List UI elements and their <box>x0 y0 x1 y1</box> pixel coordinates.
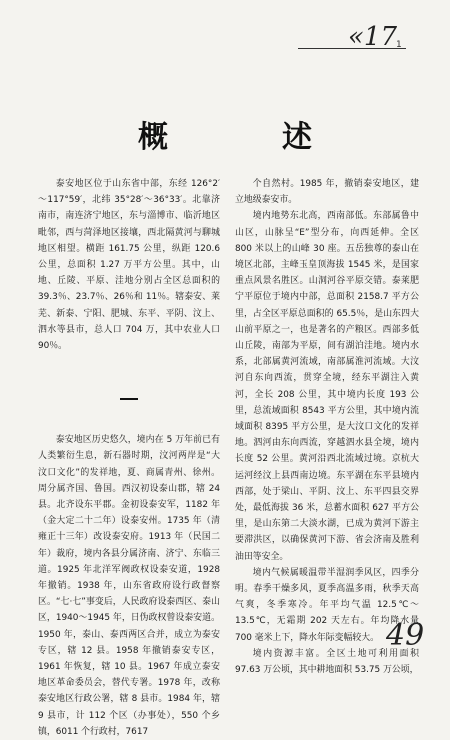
handwritten-mark: «17 <box>348 22 397 52</box>
history-paragraph: 泰安地区历史悠久，境内在 5 万年前已有人类繁衍生息，新石器时期，汶河两岸是“大汶口文化”的发祥地，夏、商属青州、徐州。周分属齐国、鲁国。西汉初设泰山郡，辖 24 县。北齐设东平郡。金初设泰安军，1182 年（金大定二十二年）设泰安州。1735 年（清雍正十三年）改设泰安府。1913 年（民国二年）裁府，境内各县分属济南、济宁、东临三道。1925 年北洋军阀政权设泰安道，1928 年撤销。1938 年，山东省政府设行政督察区。“七·七”事变后，人民政府设泰西区、泰山区，1940～1945 年，日伪政权曾设泰安道。1950 年，泰山、泰西两区合并，成立为泰安专区，辖 12 县。1958 年撤销泰安专区，1961 年恢复，辖 10 县。1967 年成立泰安地区革命委员会，替代专署。1978 年，改称泰安地区行政公署，辖 8 县市。1984 年，辖 9 县市，计 112 个区（办事处），550 个乡镇，6011 个行政村，7617 <box>38 435 220 737</box>
page-marker: 1 <box>396 40 402 50</box>
continuation-paragraph: 个自然村。1985 年，撤销泰安地区，建立地级泰安市。 <box>235 179 419 206</box>
header-rule <box>298 48 406 49</box>
page-title: 概 述 <box>138 120 354 155</box>
right-column <box>235 176 419 678</box>
handwritten-page-number: 49 <box>386 618 425 653</box>
intro-paragraph: 泰安地区位于山东省中部，东经 126°2′～117°59′，北纬 35°28′～36°33′。北靠济南市，南连济宁地区，东与淄博市、临沂地区毗邻，西与菏泽地区接壤，西北隔黄河与聊城地区相望。横距 161.75 公里，纵距 120.6 公里，总面积 1.27 万平方公里。其中，山地、丘陵、平原、洼地分别占全区总面积的 39.3％、23.7％、26％和 11％。辖泰安、莱芜、新泰、宁阳、肥城、东平、平阴、汶上、泗水等县市，总人口 704 万，其中农业人口 90％。 <box>38 179 220 352</box>
section-separator <box>38 394 220 404</box>
climate-paragraph: 境内气候属暖温带半湿润季风区，四季分明。春季干燥多风，夏季高温多雨，秋季天高气爽，冬季寒冷。年平均气温 12.5℃～13.5℃，无霜期 202 天左右。年均降水量 700 毫米上下，降水年际变幅较大。 <box>235 567 419 643</box>
left-column <box>38 176 220 740</box>
terrain-paragraph: 境内地势东北高，西南部低。东部属鲁中山区，山脉呈“E”型分布，向西延伸。全区 800 米以上的山峰 30 座。五岳独尊的泰山在境区北部，主峰玉皇顶海拔 1545 米，是国家重点风景名胜区。山洞河谷平原交错。泰莱肥宁平原位于境内中部，总面积 2158.7 平方公里，占全区平原总面积的 65.5％，是山东四大山前平原之一，也是著名的产粮区。西部多低山丘陵，南部为平原，间有湖泊洼地。境内水系，北部属黄河流域，南部属淮河流域。大汶河自东向西流，贯穿全境，经东平湖注入黄河，全长 208 公里，其中境内长度 193 公里，总流域面积 8543 平方公里，其中境内流域面积 8395 平方公里，是大汶口文化的发祥地。泗河由东向西流，穿越泗水县全境，境内长度 52 公里。黄河沿西北流域过境。京杭大运河经汶上县西南边境。东平湖在东平县境内西部，处于梁山、平阴、汶上、东平四县交界处，最低海拔 36 米，总蓄水面积 627 平方公里，是山东第二大淡水湖，已成为黄河下游主要滞洪区，以确保黄河下游、省会济南及胜利油田等安全。 <box>235 211 419 562</box>
resources-paragraph: 境内资源丰富。全区土地可利用面积 97.63 万公顷，其中耕地面积 53.75 万公顷， <box>235 648 419 676</box>
